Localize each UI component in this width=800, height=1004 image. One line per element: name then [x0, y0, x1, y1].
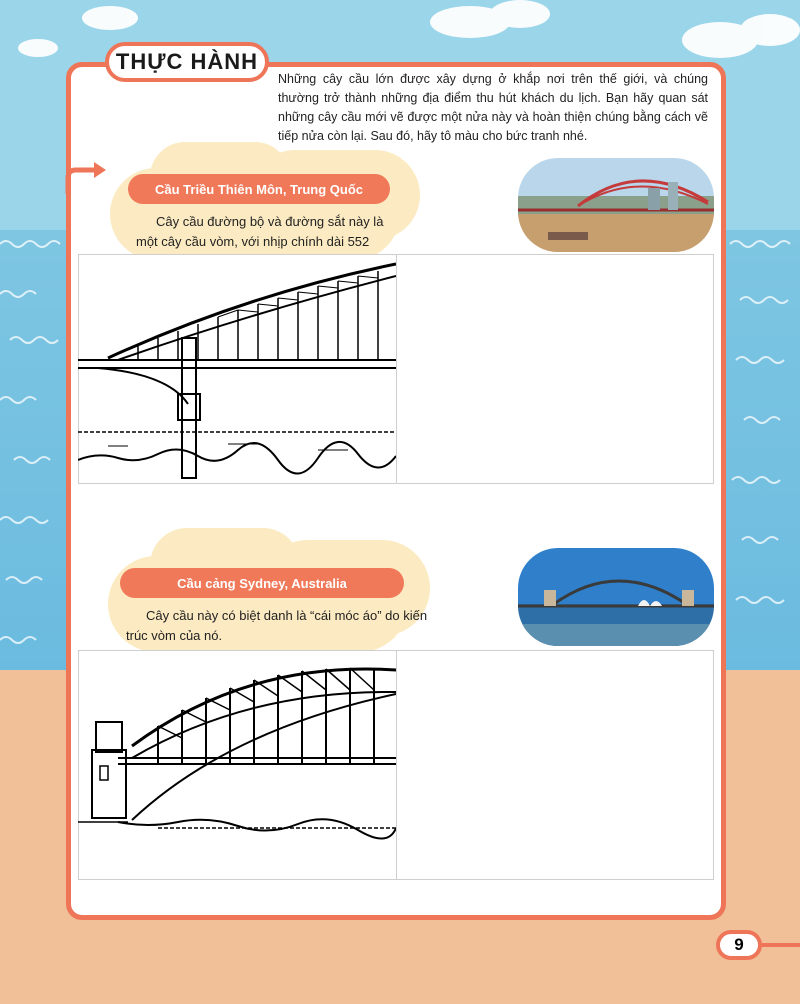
- bridge-half-sketch: [78, 650, 396, 880]
- page-number-line: [762, 943, 800, 947]
- section-title: THỰC HÀNH: [105, 42, 269, 82]
- drawing-divider: [396, 650, 397, 880]
- bridge-photo: [518, 548, 714, 646]
- bridge-name-label: Cầu Triều Thiên Môn, Trung Quốc: [128, 174, 390, 204]
- page-number: 9: [716, 930, 762, 960]
- bridge-name-label: Cầu cảng Sydney, Australia: [120, 568, 404, 598]
- arrow-icon: [60, 156, 110, 196]
- bridge-description: Cây cầu này có biệt danh là “cái móc áo” do kiến trúc vòm của nó.: [126, 608, 428, 643]
- bridge-photo: [518, 158, 714, 252]
- bridge-description: Cây cầu đường bộ và đường sắt này là một cây cầu vòm, với nhịp chính dài 552: [136, 214, 384, 249]
- drawing-divider: [396, 254, 397, 484]
- intro-text: Những cây cầu lớn được xây dựng ở khắp nơi trên thế giới, và chúng thường trở thành những địa điểm thu hút khách du lịch. Bạn hãy quan sát những cây cầu mới vẽ được một nửa này và hoàn thiện chúng bằng cách vẽ tiếp nửa còn lại. Sau đó, hãy tô màu cho bức tranh nhé.: [278, 72, 708, 143]
- bridge-half-sketch: [78, 254, 396, 484]
